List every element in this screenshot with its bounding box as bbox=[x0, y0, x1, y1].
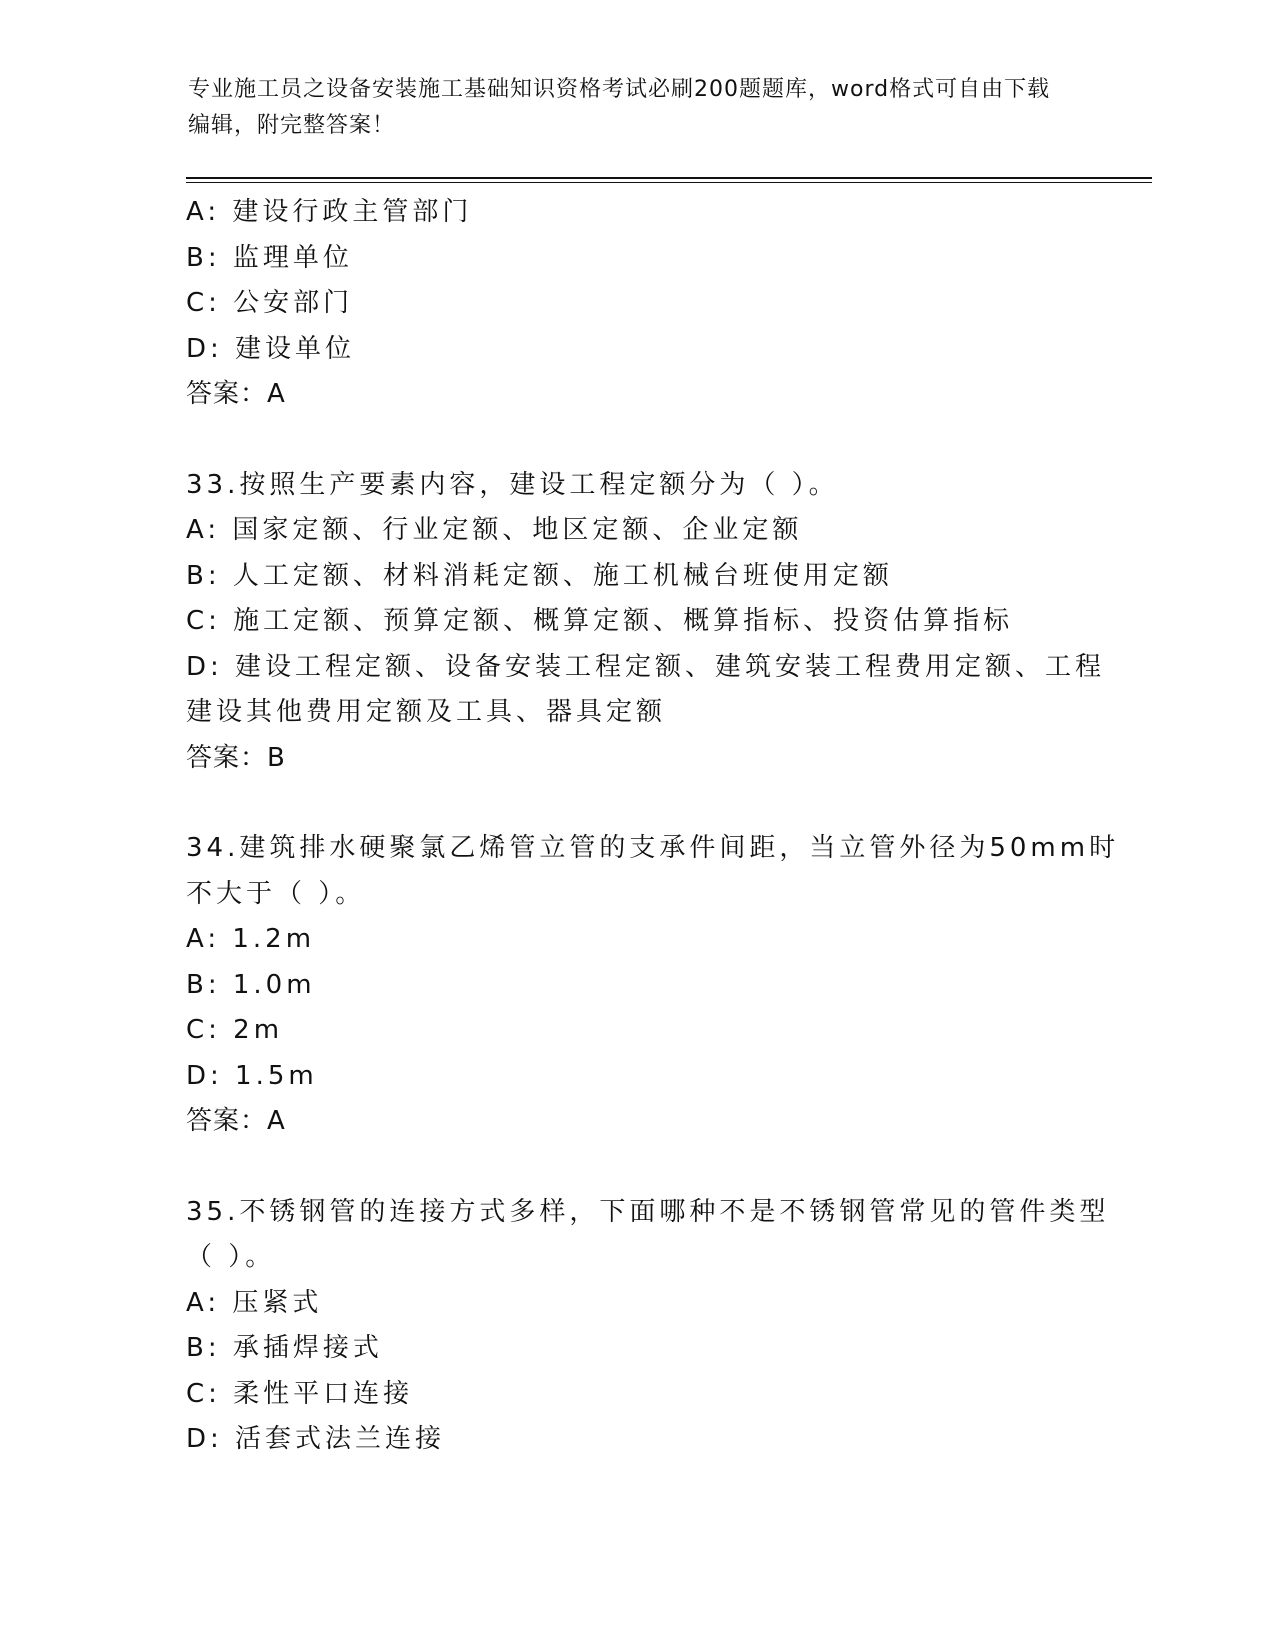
question-stem-continued: （ ）。 bbox=[186, 1242, 276, 1272]
option-b: B: 承插焊接式 bbox=[186, 1333, 383, 1363]
document-header: 专业施工员之设备安装施工基础知识资格考试必刷200题题库，word格式可自由下载编辑，附完整答案！ bbox=[188, 77, 1051, 138]
option-b: B: 人工定额、材料消耗定额、施工机械台班使用定额 bbox=[186, 560, 893, 591]
option-a: A: 1.2m bbox=[186, 924, 316, 954]
option-a: A: 国家定额、行业定额、地区定额、企业定额 bbox=[186, 515, 803, 545]
option-d-continued: 建设其他费用定额及工具、器具定额 bbox=[186, 697, 667, 727]
question-35 bbox=[186, 1190, 1110, 1463]
question-stem: 33.按照生产要素内容，建设工程定额分为（ ）。 bbox=[186, 469, 839, 500]
answer: 答案：A bbox=[186, 1106, 286, 1136]
option-d: D: 建设单位 bbox=[186, 333, 356, 364]
question-stem: 35.不锈钢管的连接方式多样，下面哪种不是不锈钢管常见的管件类型 bbox=[186, 1196, 1110, 1227]
option-d: D: 活套式法兰连接 bbox=[186, 1424, 446, 1454]
question-33 bbox=[186, 463, 1106, 782]
option-d: D: 1.5m bbox=[186, 1060, 318, 1091]
option-a: A: 建设行政主管部门 bbox=[186, 197, 473, 227]
question-stem: 34.建筑排水硬聚氯乙烯管立管的支承件间距，当立管外径为50mm时 bbox=[186, 833, 1120, 863]
question-32-continued bbox=[186, 190, 1086, 418]
option-c: C: 公安部门 bbox=[186, 288, 354, 318]
question-list bbox=[186, 190, 1120, 1463]
question-34 bbox=[186, 826, 1120, 1145]
answer: 答案：A bbox=[186, 379, 286, 409]
header-divider-thin bbox=[186, 182, 1152, 183]
answer: 答案：B bbox=[186, 742, 286, 773]
option-b: B: 监理单位 bbox=[186, 242, 353, 273]
option-c: C: 施工定额、预算定额、概算定额、概算指标、投资估算指标 bbox=[186, 606, 1014, 636]
header-divider-thick bbox=[186, 177, 1152, 179]
option-a: A: 压紧式 bbox=[186, 1287, 323, 1318]
question-stem-continued: 不大于（ ）。 bbox=[186, 878, 366, 909]
option-c: C: 柔性平口连接 bbox=[186, 1378, 414, 1409]
option-d: D: 建设工程定额、设备安装工程定额、建筑安装工程费用定额、工程 bbox=[186, 651, 1106, 682]
option-c: C: 2m bbox=[186, 1015, 284, 1045]
option-b: B: 1.0m bbox=[186, 969, 316, 1000]
